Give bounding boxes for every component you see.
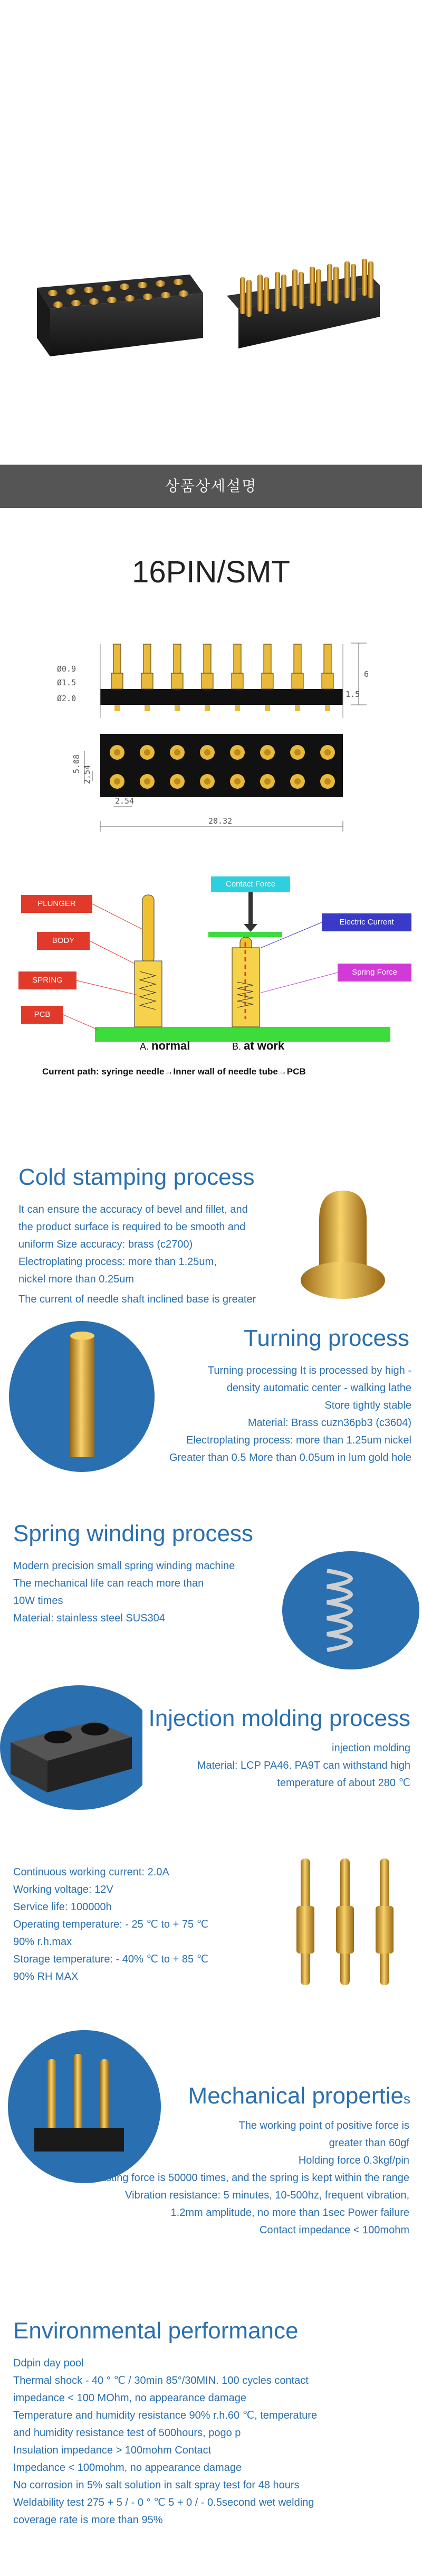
side-pin-tail — [295, 705, 300, 711]
pin-head — [66, 288, 75, 295]
environmental-title: Environmental performance — [13, 2318, 299, 2344]
turning-text — [137, 1362, 411, 1467]
injection-title: Injection molding process — [148, 1705, 410, 1731]
pin-head — [48, 290, 57, 296]
spring-line: Material: stainless steel SUS304 — [13, 1612, 165, 1624]
pin-head — [174, 279, 183, 285]
mechanical-line: The lasting force is 50000 times, and the spring is kept within the range — [76, 2172, 409, 2184]
env-line: Ddpin day pool — [13, 2357, 84, 2369]
connector-angled-view — [227, 259, 380, 348]
label-spring-force: Spring Force — [338, 964, 411, 982]
side-pin-body — [232, 673, 243, 689]
mechanical-line: Vibration resistance: 5 minutes, 10-500hz, frequent vibration, — [125, 2190, 409, 2201]
top-pin-center — [174, 778, 180, 785]
top-pin-center — [174, 749, 180, 756]
side-pin-body — [292, 673, 303, 689]
connector-front-view — [37, 275, 203, 356]
side-view-drawing — [100, 643, 367, 718]
structure-diagram — [0, 871, 422, 1088]
turning-line: Greater than 0.5 More than 0.05um in lum gold hole — [169, 1452, 411, 1464]
top-pin-center — [144, 749, 150, 756]
cold-stamping-text — [18, 1201, 303, 1288]
spring-winding-text — [13, 1558, 287, 1627]
electrical-line: Working voltage: 12V — [13, 1884, 113, 1895]
turning-line: Turning processing It is processed by high - — [207, 1365, 411, 1376]
pin-body — [292, 269, 298, 306]
pin-body — [344, 261, 350, 298]
label-spring: SPRING — [18, 971, 76, 989]
label-pcb: PCB — [21, 1006, 63, 1024]
turning-line: Store tightly stable — [324, 1400, 411, 1411]
top-pin-center — [324, 749, 331, 756]
pin-head — [89, 298, 99, 305]
pin-body — [257, 275, 263, 312]
pin-head — [84, 287, 93, 293]
injection-line: temperature of about 280 ℃ — [277, 1777, 410, 1789]
side-pin-tail — [145, 705, 150, 711]
top-pin-center — [264, 749, 271, 756]
pin-body — [327, 264, 332, 301]
side-pin-tail — [235, 705, 240, 711]
spring-line: Modern precision small spring winding machine — [13, 1560, 235, 1572]
caption-b-letter: B. — [232, 1041, 242, 1052]
caption-b — [232, 1039, 284, 1053]
side-pin-body — [171, 673, 183, 689]
side-pin-tail — [265, 705, 270, 711]
mechanical-line: Holding force 0.3kgf/pin — [298, 2155, 409, 2166]
cold-line: the product surface is required to be smooth and — [18, 1221, 246, 1233]
label-plunger: PLUNGER — [21, 895, 92, 913]
caption-b-text: at work — [244, 1039, 285, 1052]
mechanical-title-suffix: s — [404, 2091, 410, 2107]
dim-h2: 1.5 — [346, 690, 360, 699]
top-pin-center — [234, 778, 241, 785]
pin-body — [275, 272, 280, 309]
pin-head — [179, 290, 188, 297]
caption-a-text: normal — [151, 1039, 190, 1052]
dim-rows: 5.08 — [72, 754, 81, 773]
top-pin-center — [114, 749, 120, 756]
env-line: No corrosion in 5% salt solution in salt spray test for 48 hours — [13, 2479, 300, 2491]
dim-d3: Ø2.0 — [57, 694, 76, 703]
pin-body — [281, 275, 286, 312]
pin-head — [107, 297, 117, 303]
top-pin-center — [234, 749, 241, 756]
env-line: Thermal shock - 40 ° ℃ / 30min 85°/30MIN. 100 cycles contact — [13, 2375, 309, 2386]
pin-body — [351, 264, 356, 301]
pin-normal — [135, 895, 162, 1027]
pin-body — [240, 277, 245, 314]
spring-winding-title: Spring winding process — [13, 1521, 253, 1546]
env-line: coverage rate is more than 95% — [13, 2514, 163, 2526]
pin-head — [156, 280, 165, 287]
dim-h1: 6 — [364, 669, 369, 679]
pin-body — [316, 269, 321, 306]
top-pin-center — [294, 749, 301, 756]
env-line: impedance < 100 MOhm, no appearance damage — [13, 2392, 246, 2404]
dim-len1: 2.54 — [115, 796, 135, 806]
pin-body — [362, 259, 367, 296]
pin-at-work — [208, 932, 282, 1027]
cold-line: It can ensure the accuracy of bevel and fillet, and — [18, 1204, 248, 1215]
electrical-line: Storage temperature: - 40% ℃ to + 85 ℃ — [13, 1954, 209, 1965]
cold-line: uniform Size accuracy: brass (c2700) — [18, 1239, 193, 1250]
pin-head — [161, 292, 170, 298]
injection-line: Material: LCP PA46. PA9T can withstand high — [197, 1760, 410, 1771]
electrical-line: 90% RH MAX — [13, 1971, 79, 1983]
dim-d1: Ø0.9 — [57, 664, 76, 674]
cold-line: Electroplating process: more than 1.25um, — [18, 1256, 217, 1268]
mechanical-title-text: Mechanical propertie — [188, 2083, 404, 2109]
current-path: Current path: syringe needle→Inner wall of needle tube→PCB — [42, 1067, 306, 1077]
pin-head — [71, 300, 81, 306]
mechanical-text — [8, 2117, 409, 2239]
label-electric-current: Electric Current — [322, 913, 411, 931]
label-body: BODY — [37, 932, 90, 950]
electrical-line: Operating temperature: - 25 ℃ to + 75 ℃ — [13, 1919, 209, 1930]
env-line: and humidity resistance test of 500hours, pogo p — [13, 2427, 241, 2439]
mechanical-title — [188, 2083, 410, 2109]
spring-line: The mechanical life can reach more than — [13, 1578, 204, 1589]
dimension-drawing — [0, 612, 422, 855]
pin-head — [125, 295, 135, 301]
top-pin-center — [204, 778, 210, 785]
pin-body — [299, 272, 304, 309]
pogo-pin-cross-section — [0, 871, 422, 1088]
connector-render — [0, 0, 422, 465]
top-pin-center — [204, 749, 210, 756]
cold-stamping-note: The current of needle shaft inclined base is greater — [18, 1294, 256, 1305]
pin-head — [120, 284, 129, 290]
mechanical-line: 1.2mm amplitude, no more than 1sec Power failure — [170, 2207, 409, 2219]
spring-image — [280, 1550, 422, 1671]
pin-body — [310, 267, 315, 304]
caption-a-letter: A. — [140, 1041, 149, 1052]
electrical-line: 90% r.h.max — [13, 1936, 72, 1948]
cold-stamping-title: Cold stamping process — [18, 1164, 255, 1190]
pin-head — [138, 282, 147, 288]
hero-product-image — [0, 0, 422, 465]
mechanical-line: The working point of positive force is — [238, 2120, 409, 2131]
side-pin-tail — [325, 705, 330, 711]
banner-detail-title: 상품상세설명 — [0, 465, 422, 508]
pogo-pins-image — [274, 1848, 417, 2006]
spring-line: 10W times — [13, 1595, 63, 1607]
electrical-line: Service life: 100000h — [13, 1901, 112, 1913]
pin-body — [333, 267, 339, 304]
side-pin-tail — [175, 705, 180, 711]
label-contact-force: Contact Force — [211, 876, 290, 892]
top-pin-center — [294, 778, 301, 785]
mechanical-line: greater than 60gf — [329, 2137, 409, 2149]
top-pin-center — [264, 778, 271, 785]
side-pin-body — [111, 673, 123, 689]
electrical-line: Continuous working current: 2.0A — [13, 1866, 169, 1878]
side-pin-body — [141, 673, 153, 689]
injection-line: injection molding — [332, 1742, 410, 1754]
side-pin-body — [202, 673, 213, 689]
turning-title: Turning process — [244, 1325, 409, 1351]
plunger-image — [295, 1188, 390, 1304]
dim-d2: Ø1.5 — [57, 678, 76, 687]
environmental-text — [13, 2355, 409, 2529]
injection-text — [147, 1740, 410, 1792]
caption-a — [140, 1039, 190, 1053]
side-pin-tail — [114, 705, 120, 711]
top-pin-center — [324, 778, 331, 785]
dim-width: 20.32 — [208, 816, 233, 826]
pin-body — [246, 280, 252, 317]
cold-line: nickel more than 0.25um — [18, 1273, 135, 1285]
turning-line: Electroplating process: more than 1.25um nickel — [186, 1435, 411, 1446]
dim-pitch: 2.54 — [82, 765, 92, 784]
pin-body — [264, 277, 269, 314]
top-pin-center — [114, 778, 120, 785]
side-pin-body — [322, 673, 333, 689]
turning-image — [8, 1320, 156, 1473]
mechanical-line: Contact impedance < 100mohm — [259, 2224, 409, 2236]
pin-head — [143, 294, 152, 300]
pin-head — [102, 285, 111, 291]
side-pin-tail — [205, 705, 210, 711]
pin-body — [368, 261, 373, 298]
turning-line: density automatic center - walking lathe — [226, 1382, 411, 1394]
env-line: Insulation impedance > 100mohm Contact — [13, 2445, 212, 2456]
turning-line: Material: Brass cuzn36pb3 (c3604) — [247, 1417, 411, 1429]
electrical-specs — [13, 1864, 261, 1986]
env-line: Temperature and humidity resistance 90% r.h.60 ℃, temperature — [13, 2410, 318, 2421]
model-title: 16PIN/SMT — [132, 555, 290, 589]
pin-head — [53, 301, 63, 308]
env-line: Weldability test 275 + 5 / - 0 ° ℃ 5 + 0 / - 0.5second wet welding — [13, 2497, 314, 2508]
env-line: Impedance < 100mohm, no appearance damage — [13, 2462, 242, 2474]
top-pin-center — [144, 778, 150, 785]
injection-image — [0, 1684, 142, 1811]
side-pin-body — [262, 673, 273, 689]
